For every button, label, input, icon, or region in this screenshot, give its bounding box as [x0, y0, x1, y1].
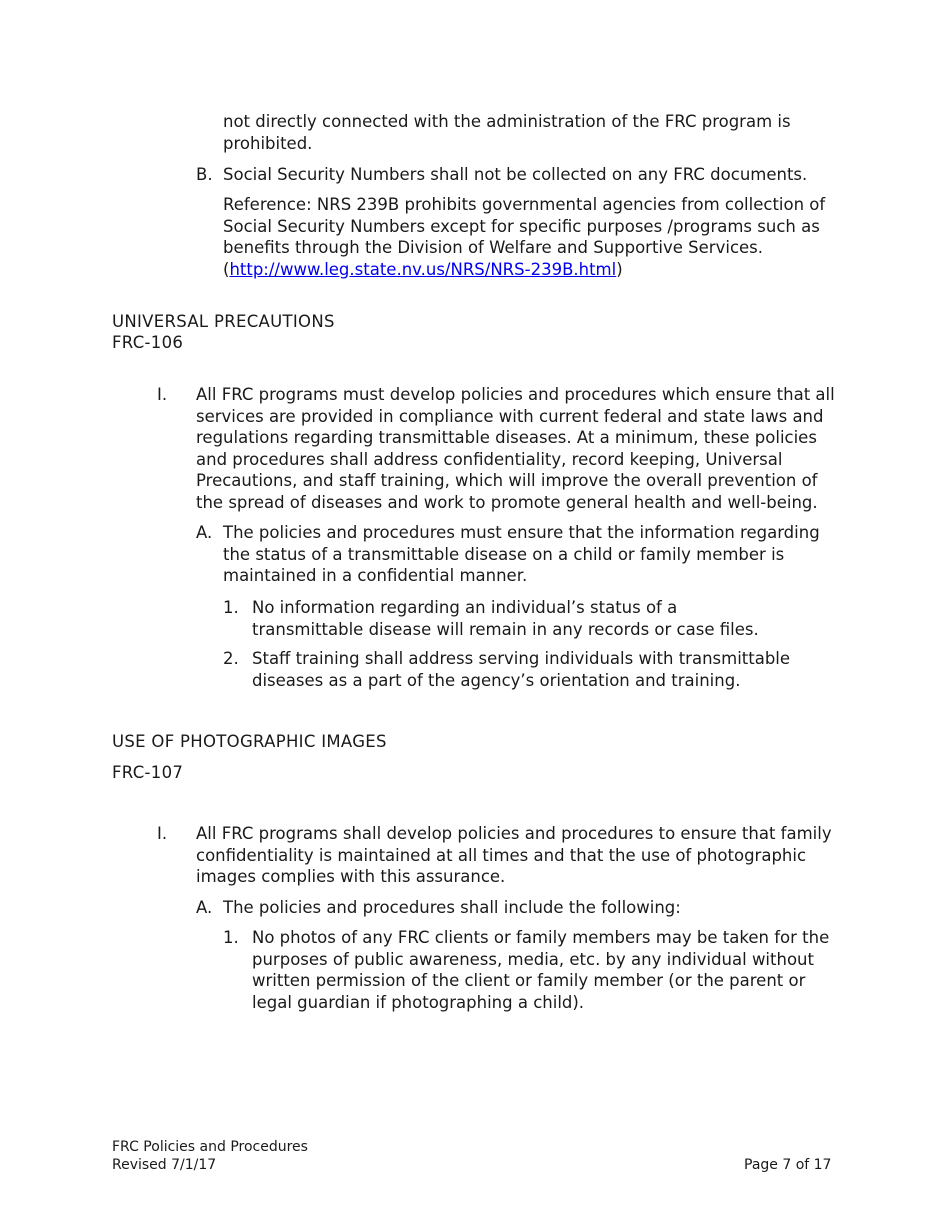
section-107-item-1-marker: 1.	[223, 928, 239, 947]
footer-doc-title: FRC Policies and Procedures	[112, 1139, 308, 1155]
footer-revised-date: Revised 7/1/17	[112, 1157, 217, 1173]
section-106-item-a-marker: A.	[196, 523, 213, 542]
reference-close: )	[616, 259, 623, 279]
reference-text: Reference: NRS 239B prohibits governmental agencies from collection of Social Security Numbers except for specific purposes /programs such as benefits through the Division of Welfare and Supportive Services.(	[223, 195, 826, 279]
section-106-item-a-text: The policies and procedures must ensure that the information regarding the status of a transmittable disease on a child or family member is maintained in a confidential manner.	[223, 523, 820, 585]
section-106-item-1-marker: 1.	[223, 598, 239, 617]
footer-page-number: Page 7 of 17	[744, 1157, 832, 1173]
section-106-item-2-marker: 2.	[223, 649, 239, 668]
section-107-item-i-marker: I.	[157, 824, 168, 843]
intro-continuation-text: not directly connected with the administration of the FRC program is prohibited.	[223, 112, 791, 153]
section-107-item-a-marker: A.	[196, 898, 213, 917]
section-106-item-i-marker: I.	[157, 385, 168, 404]
section-106-item-1-text: No information regarding an individual’s status of a transmittable disease will remain in any records or case files.	[252, 598, 759, 639]
section-106-item-2-text: Staff training shall address serving individuals with transmittable diseases as a part of the agency’s orientation and training.	[252, 649, 791, 690]
section-106-code: FRC-106	[112, 333, 184, 352]
section-107-item-1-text: No photos of any FRC clients or family members may be taken for the purposes of public awareness, media, etc. by any individual without written permission of the client or family member (or the parent or legal guardian if photographing a child).	[252, 928, 830, 1012]
reference-paragraph	[223, 194, 835, 280]
section-107-code: FRC-107	[112, 763, 184, 782]
section-107-item-i-text: All FRC programs shall develop policies and procedures to ensure that family confidentiality is maintained at all times and that the use of photographic images complies with this assurance.	[196, 824, 832, 886]
section-107-item-a-text: The policies and procedures shall include the following:	[223, 898, 681, 917]
nrs-239b-link[interactable]: http://www.leg.state.nv.us/NRS/NRS-239B.html	[229, 259, 617, 279]
section-107-title: USE OF PHOTOGRAPHIC IMAGES	[112, 732, 387, 751]
section-106-title: UNIVERSAL PRECAUTIONS	[112, 312, 335, 331]
section-106-item-i-text: All FRC programs must develop policies and procedures which ensure that all services are provided in compliance with current federal and state laws and regulations regarding transmittable diseases. At a minimum, these policies and procedures shall address confidentiality, record keeping, Universal Precautions, and staff training, which will improve the overall prevention of the spread of diseases and work to promote general health and well-being.	[196, 385, 835, 512]
item-b-marker: B.	[196, 165, 213, 184]
item-b-text: Social Security Numbers shall not be collected on any FRC documents.	[223, 165, 808, 184]
